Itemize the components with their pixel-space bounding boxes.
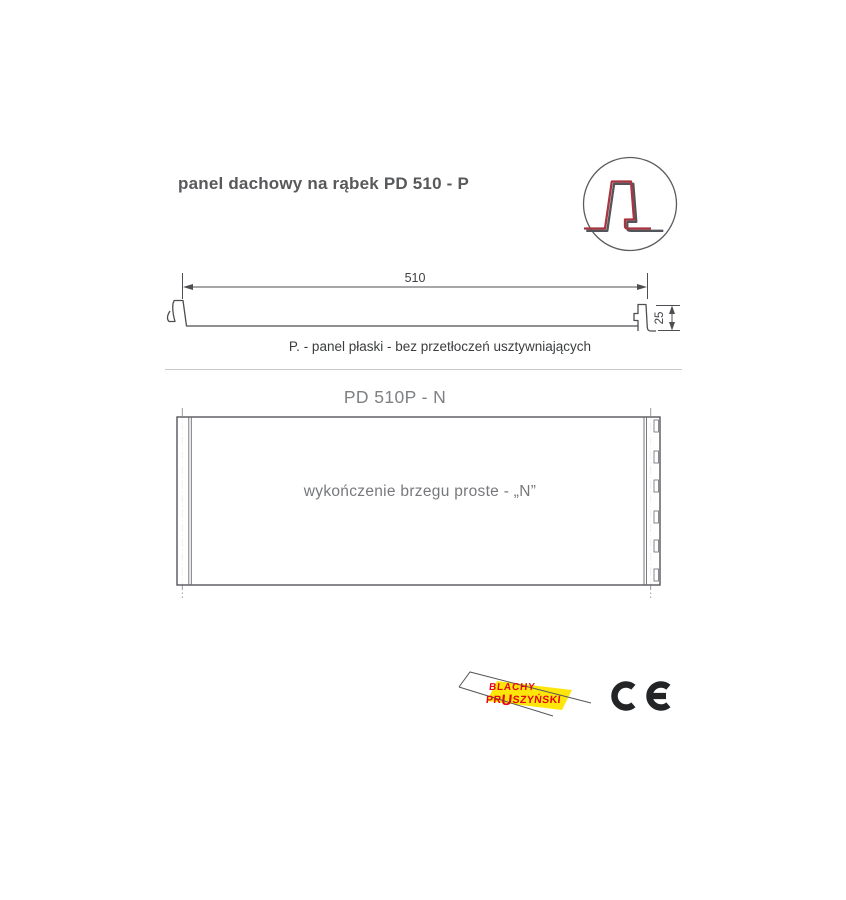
brand-name-post: SZYŃSKI (511, 694, 562, 706)
arrow-left-icon (183, 284, 193, 290)
ce-letter-c (614, 685, 633, 708)
panel-seam-right-outline (634, 305, 656, 332)
brand-name-line1-text: BLACHY (488, 682, 537, 693)
seam-profile-upper-sheet (584, 182, 651, 229)
seam-detail-icon (575, 152, 685, 260)
variant-heading: PD 510P - N (343, 387, 447, 407)
height-dimension-label: 25 (654, 311, 666, 325)
detail-circle-outline (584, 158, 677, 251)
arrow-right-icon (637, 284, 647, 290)
ce-mark-icon (605, 672, 690, 722)
brand-name-u: U (500, 692, 514, 709)
panel-outline (177, 417, 660, 585)
section-drawing (150, 260, 700, 350)
panel-section-outline (167, 301, 638, 327)
section-caption: P. - panel płaski - bez przetłoczeń usztywniających (288, 339, 592, 354)
panel-top-view-drawing (150, 400, 700, 610)
arrow-down-icon (669, 322, 675, 331)
arrow-up-icon (669, 306, 675, 315)
page-title: panel dachowy na rąbek PD 510 - P (178, 174, 469, 193)
brand-name-pre: PR (485, 694, 503, 706)
panel-edge-label: wykończenie brzegu proste - „N” (303, 483, 537, 500)
divider (165, 369, 682, 370)
brand-name-line2 (485, 692, 562, 709)
width-dimension-label: 510 (404, 271, 426, 285)
